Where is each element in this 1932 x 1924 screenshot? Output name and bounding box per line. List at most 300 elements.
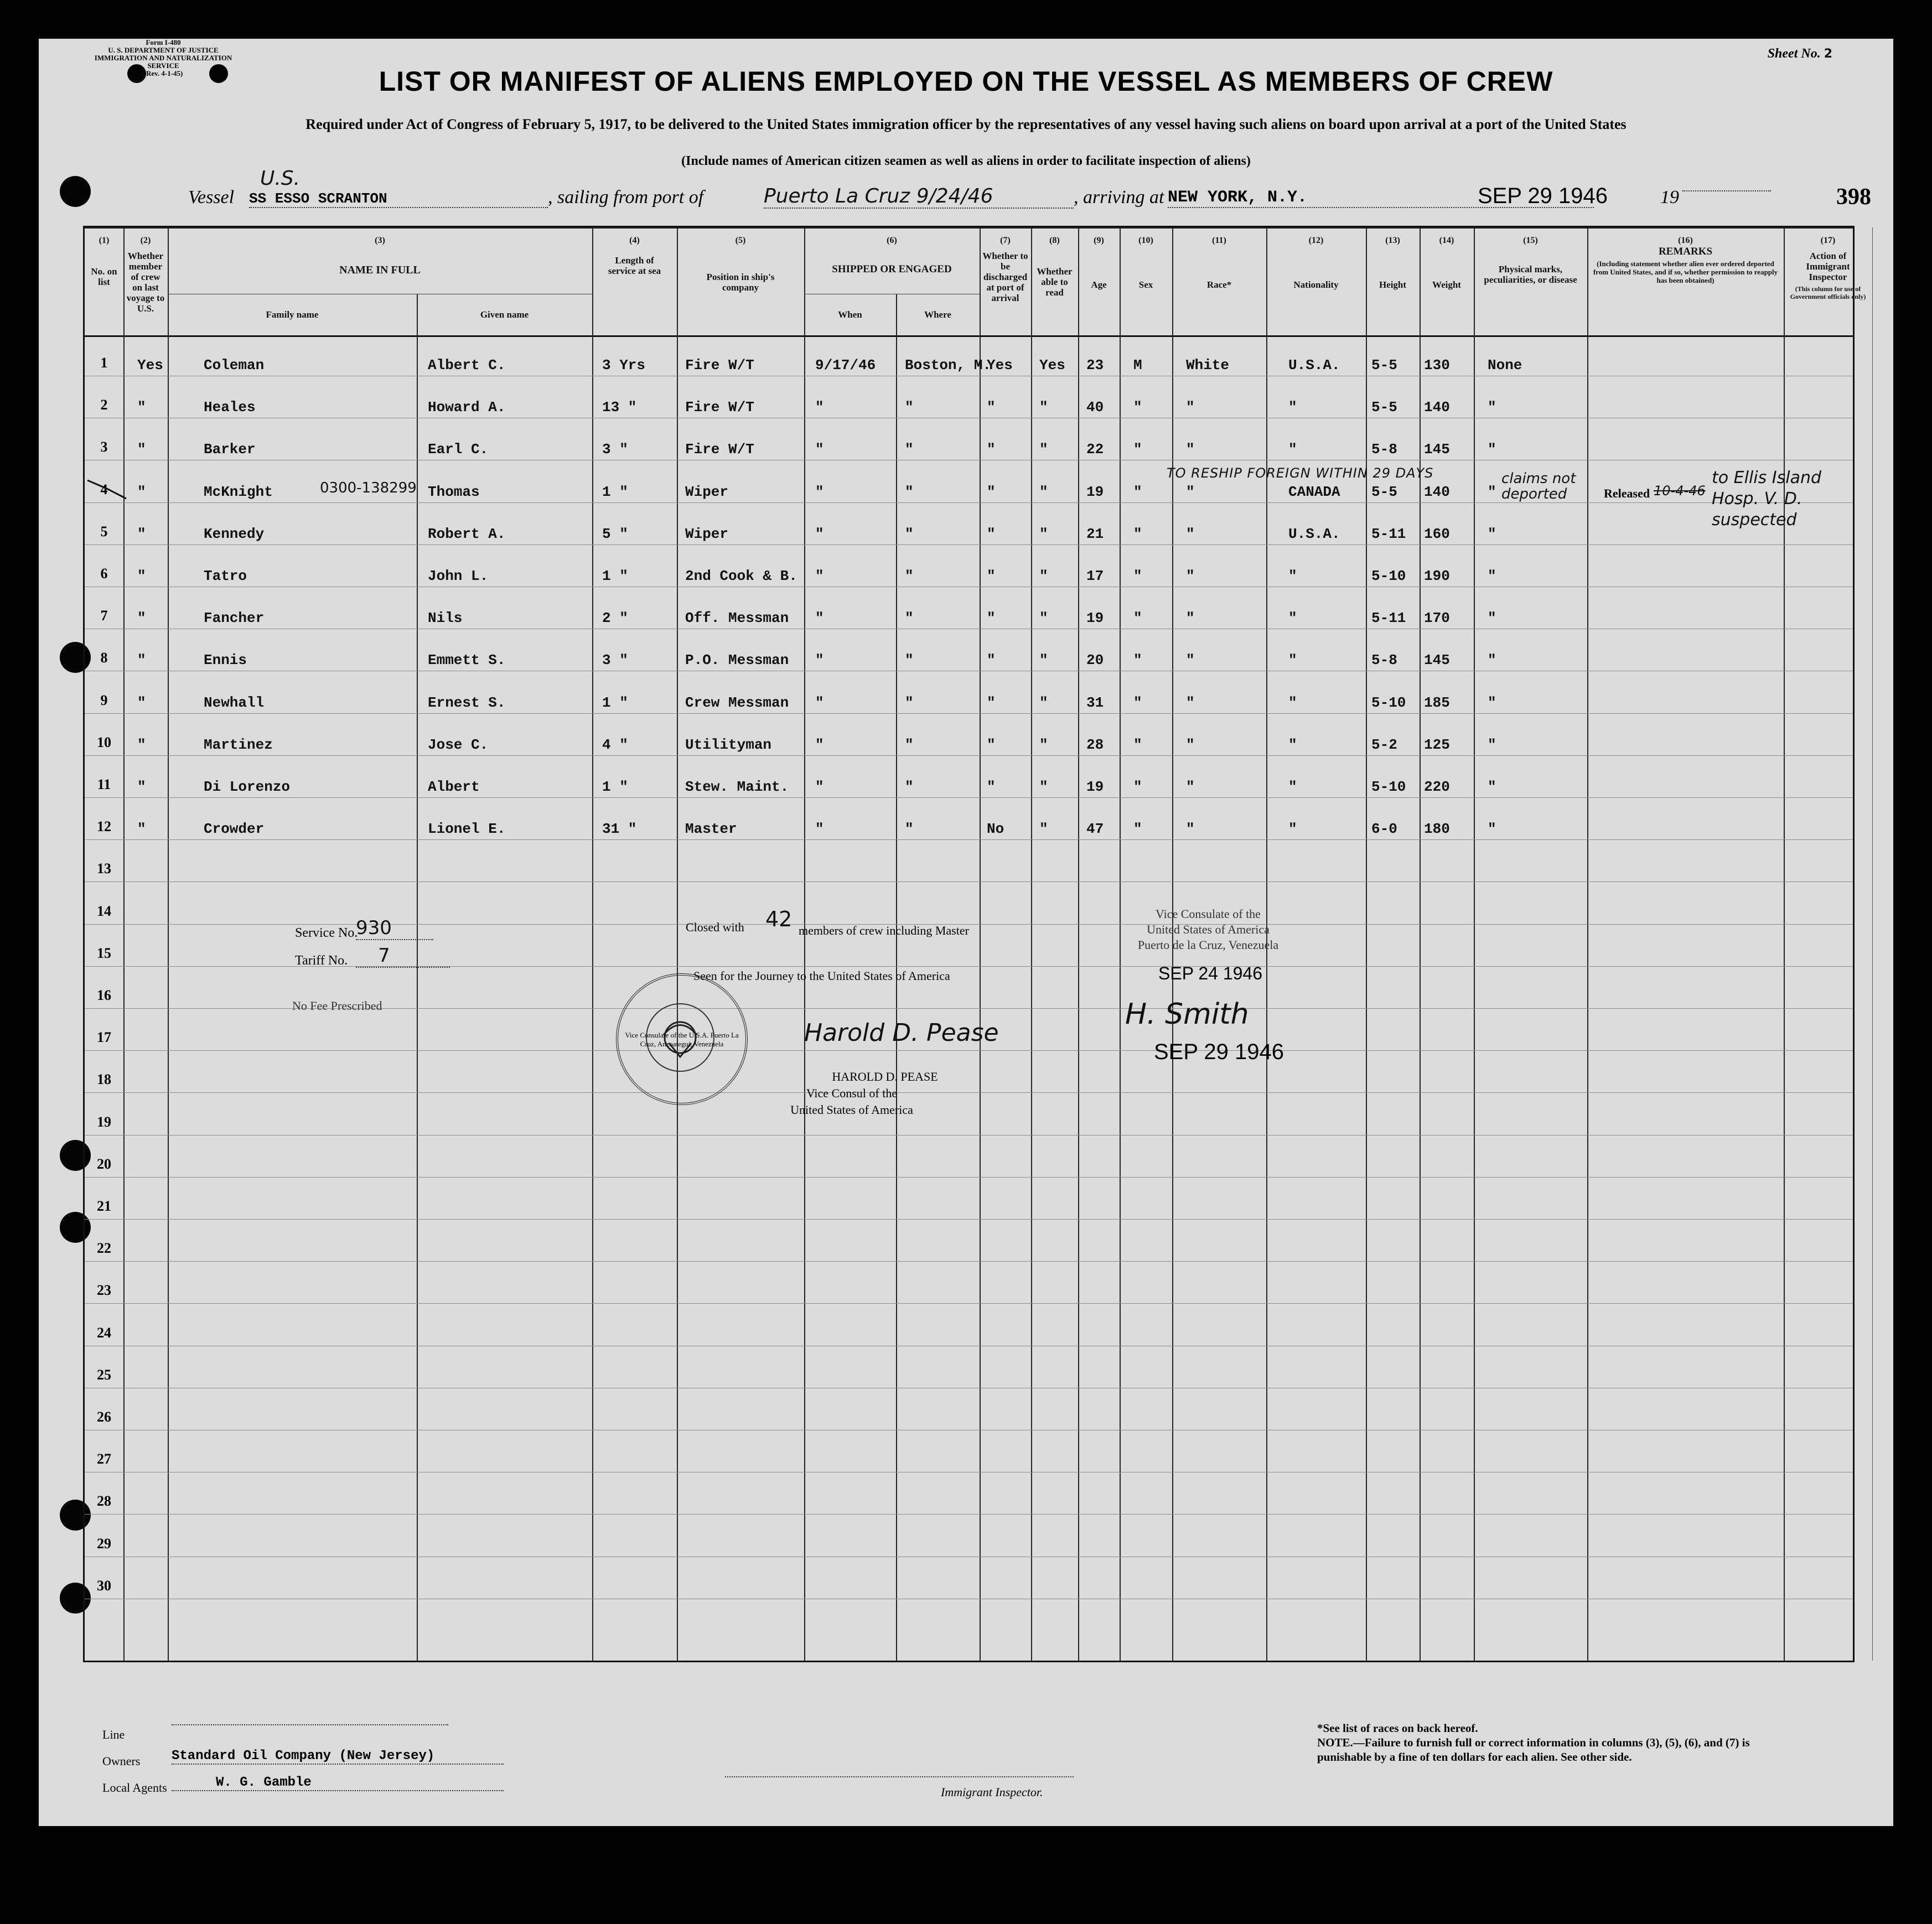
released-label: Released xyxy=(1604,486,1650,500)
physical-marks-cell: " xyxy=(1488,779,1496,795)
line-label: Line xyxy=(102,1728,125,1741)
page-title: LIST OR MANIFEST OF ALIENS EMPLOYED ON THE VESSEL AS MEMBERS OF CREW xyxy=(379,66,1553,97)
no-fee-stamp: No Fee Prescribed xyxy=(292,999,382,1013)
sex-cell: " xyxy=(1133,779,1142,795)
inspector-label: Immigrant Inspector. xyxy=(941,1785,1043,1799)
prev-voyage-cell: " xyxy=(137,483,146,500)
tariff-no-value: 7 xyxy=(356,945,450,968)
family-name-cell: McKnight xyxy=(204,483,273,500)
nationality-cell: " xyxy=(1288,736,1297,753)
race-cell: White xyxy=(1186,357,1230,374)
when-header: When xyxy=(838,309,862,320)
sex-cell: " xyxy=(1133,399,1142,416)
age-cell: 17 xyxy=(1086,568,1104,584)
age-cell: 47 xyxy=(1086,821,1104,838)
discharged-cell: " xyxy=(987,694,996,711)
family-name-cell: Ennis xyxy=(204,652,247,669)
weight-cell: 190 xyxy=(1424,568,1450,584)
able-to-read-cell: " xyxy=(1039,610,1048,627)
race-cell: " xyxy=(1186,525,1195,542)
nationality-cell: " xyxy=(1288,652,1297,669)
col17-subheader: (This column for use of Government officials only) xyxy=(1790,285,1866,300)
row-number: 29 xyxy=(97,1535,111,1552)
height-cell: 5-8 xyxy=(1371,441,1397,458)
vc-stamp-line2: United States of America xyxy=(1147,922,1270,936)
closed-label: Closed with xyxy=(686,920,744,934)
nationality-cell: " xyxy=(1288,399,1297,416)
sex-cell: " xyxy=(1133,525,1142,542)
prev-voyage-cell: " xyxy=(137,821,146,838)
col16-subheader: (Including statement whether alien ever ordered deported from United States, and if so, whether permission to reapply has been obtained) xyxy=(1593,260,1778,284)
seen-line: Seen for the Journey to the United States of America xyxy=(693,969,950,983)
col4-header: Length of service at sea xyxy=(608,255,661,276)
shipped-when-cell: 9/17/46 xyxy=(815,357,876,374)
given-name-cell: Thomas xyxy=(428,483,480,500)
nationality-cell: U.S.A. xyxy=(1288,525,1340,542)
row-rule xyxy=(85,755,1853,756)
nationality-cell: " xyxy=(1288,441,1297,458)
sex-cell: " xyxy=(1133,736,1142,753)
remarks-handwriting: to Ellis Island Hosp. V. D. suspected xyxy=(1712,468,1822,530)
family-name-cell: Barker xyxy=(204,441,256,458)
position-cell: Master xyxy=(685,821,737,838)
weight-cell: 170 xyxy=(1424,610,1450,627)
col4-number: (4) xyxy=(629,236,640,245)
race-cell: " xyxy=(1186,821,1195,838)
arrival-date-stamp: SEP 29 1946 xyxy=(1478,184,1608,208)
row-number: 23 xyxy=(97,1282,111,1299)
arrival-port: NEW YORK, N.Y. xyxy=(1168,188,1594,208)
row-number: 6 xyxy=(100,566,108,582)
include-note: (Include names of American citizen seamen as well as aliens in order to facilitate inspection of aliens) xyxy=(681,154,1251,168)
sex-cell: " xyxy=(1133,610,1142,627)
mcknight-number: 0300-138299 xyxy=(320,480,417,496)
service-length-cell: 4 " xyxy=(602,736,628,753)
col9-header: Age xyxy=(1091,279,1107,290)
given-name-cell: Earl C. xyxy=(428,441,489,458)
physical-marks-cell: " xyxy=(1488,652,1496,669)
able-to-read-cell: Yes xyxy=(1039,357,1065,374)
departure-port: Puerto La Cruz 9/24/46 xyxy=(764,185,1074,209)
prev-voyage-cell: Yes xyxy=(137,357,163,374)
able-to-read-cell: " xyxy=(1039,821,1048,838)
physical-marks-cell: " xyxy=(1488,483,1496,500)
position-cell: Crew Messman xyxy=(685,694,789,711)
inspector-date-stamp: SEP 29 1946 xyxy=(1154,1040,1284,1064)
row-number: 11 xyxy=(97,776,111,792)
service-length-cell: 1 " xyxy=(602,568,628,584)
col1-header: No. on list xyxy=(91,266,117,287)
able-to-read-cell: " xyxy=(1039,525,1048,542)
age-cell: 28 xyxy=(1086,736,1104,753)
row-number: 10 xyxy=(97,734,111,750)
able-to-read-cell: " xyxy=(1039,779,1048,795)
sex-cell: " xyxy=(1133,483,1142,500)
row-number: 12 xyxy=(97,818,111,835)
family-name-cell: Fancher xyxy=(204,610,265,627)
weight-cell: 125 xyxy=(1424,736,1450,753)
closed-rest: members of crew including Master xyxy=(799,924,969,937)
family-name-cell: Kennedy xyxy=(204,525,265,542)
row-number: 25 xyxy=(97,1366,111,1383)
physical-marks-cell: " xyxy=(1488,399,1496,416)
row-number: 16 xyxy=(97,987,111,1003)
service-length-cell: 5 " xyxy=(602,525,628,542)
crew-table xyxy=(83,226,1866,1662)
nationality-cell: " xyxy=(1288,568,1297,584)
inspector-signature: H. Smith xyxy=(1125,998,1249,1031)
height-cell: 5-5 xyxy=(1371,357,1397,374)
family-name-cell: Tatro xyxy=(204,568,247,584)
row-number: 20 xyxy=(97,1155,111,1172)
vc-date-stamp: SEP 24 1946 xyxy=(1158,963,1263,983)
nationality-cell: " xyxy=(1288,821,1297,838)
weight-cell: 185 xyxy=(1424,694,1450,711)
given-name-header: Given name xyxy=(480,309,529,320)
race-cell: " xyxy=(1186,736,1195,753)
position-cell: Utilityman xyxy=(685,736,772,753)
row-number: 14 xyxy=(97,903,111,919)
shipped-where-cell: " xyxy=(905,821,914,838)
owners-label: Owners xyxy=(102,1754,141,1768)
consul-title: Vice Consul of the xyxy=(806,1086,898,1100)
shipped-where-cell: " xyxy=(905,441,914,458)
manifest-sheet xyxy=(39,39,1893,1826)
col15-number: (15) xyxy=(1523,236,1538,245)
row-number: 19 xyxy=(97,1113,111,1130)
race-note: *See list of races on back hereof. xyxy=(1317,1721,1478,1735)
weight-cell: 160 xyxy=(1424,525,1450,542)
service-length-cell: 1 " xyxy=(602,694,628,711)
col9-number: (9) xyxy=(1094,236,1104,245)
row-rule xyxy=(85,966,1853,967)
col12-number: (12) xyxy=(1308,236,1324,245)
physical-marks-cell: " xyxy=(1488,610,1496,627)
able-to-read-cell: " xyxy=(1039,568,1048,584)
given-name-cell: John L. xyxy=(428,568,489,584)
col11-number: (11) xyxy=(1212,236,1226,245)
given-name-cell: Emmett S. xyxy=(428,652,506,669)
weight-cell: 145 xyxy=(1424,441,1450,458)
shipped-where-cell: " xyxy=(905,399,914,416)
closed-count: 42 xyxy=(765,907,793,931)
row-rule xyxy=(85,797,1853,798)
physical-marks-cell: " xyxy=(1488,736,1496,753)
vessel-label: Vessel xyxy=(188,187,235,208)
col3-number: (3) xyxy=(375,236,385,245)
prev-voyage-cell: " xyxy=(137,652,146,669)
position-cell: Fire W/T xyxy=(685,441,754,458)
discharged-cell: No xyxy=(987,821,1004,838)
col13-number: (13) xyxy=(1385,236,1400,245)
row-number: 22 xyxy=(97,1240,111,1257)
row-rule xyxy=(85,881,1853,882)
row-number: 21 xyxy=(97,1198,111,1214)
sex-cell: " xyxy=(1133,821,1142,838)
race-cell: " xyxy=(1186,399,1195,416)
position-cell: Off. Messman xyxy=(685,610,789,627)
consul-country: United States of America xyxy=(790,1103,913,1117)
row-rule xyxy=(85,1514,1853,1515)
age-cell: 31 xyxy=(1086,694,1104,711)
line-value xyxy=(172,1724,448,1725)
col11-header: Race* xyxy=(1206,279,1232,290)
row-number: 26 xyxy=(97,1409,111,1425)
row-number: 4 xyxy=(100,481,108,497)
col14-header: Weight xyxy=(1432,279,1461,290)
col5-header: Position in ship's company xyxy=(706,272,775,293)
col17-number: (17) xyxy=(1820,236,1836,245)
physical-marks-cell: " xyxy=(1488,694,1496,711)
page-number: 398 xyxy=(1836,184,1871,210)
vc-stamp-line3: Puerto de la Cruz, Venezuela xyxy=(1137,938,1279,952)
row-rule xyxy=(85,1219,1853,1220)
position-cell: Wiper xyxy=(685,525,729,542)
sex-cell: " xyxy=(1133,694,1142,711)
row-number: 17 xyxy=(97,1029,111,1046)
penalty-note: NOTE.—Failure to furnish full or correct information in columns (3), (5), (6), and (7) is punishable by a fine of ten dollars for each alien. See other side. xyxy=(1317,1736,1750,1764)
discharged-cell: " xyxy=(987,652,996,669)
physical-marks-cell: " xyxy=(1488,441,1496,458)
given-name-cell: Albert C. xyxy=(428,357,506,374)
discharged-cell: " xyxy=(987,779,996,795)
prev-voyage-cell: " xyxy=(137,399,146,416)
service-length-cell: 1 " xyxy=(602,483,628,500)
col16-number: (16) xyxy=(1678,236,1693,245)
check-mark-icon xyxy=(85,478,129,500)
shipped-when-cell: " xyxy=(815,610,824,627)
row-number: 13 xyxy=(97,860,111,877)
service-no-label: Service No. xyxy=(295,926,358,940)
shipped-when-cell: " xyxy=(815,652,824,669)
col6-header: SHIPPED OR ENGAGED xyxy=(832,263,952,275)
row-number: 24 xyxy=(97,1324,111,1341)
col5-number: (5) xyxy=(735,236,746,245)
race-cell: " xyxy=(1186,694,1195,711)
consul-name: HAROLD D. PEASE xyxy=(832,1070,938,1083)
nationality-cell: CANADA xyxy=(1288,483,1340,500)
given-name-cell: Albert xyxy=(428,779,480,795)
consular-seal xyxy=(616,973,748,1105)
physical-marks-cell: " xyxy=(1488,821,1496,838)
service-length-cell: 2 " xyxy=(602,610,628,627)
col2-header: Whether member of crew on last voyage to U.S. xyxy=(126,251,165,314)
col13-header: Height xyxy=(1379,279,1407,290)
discharged-cell: Yes xyxy=(987,357,1013,374)
sheet-number-label: Sheet No. xyxy=(1767,46,1821,61)
service-length-cell: 1 " xyxy=(602,779,628,795)
height-cell: 5-10 xyxy=(1371,568,1406,584)
given-name-cell: Howard A. xyxy=(428,399,506,416)
year-blank xyxy=(1682,190,1771,191)
agents-value: W. G. Gamble xyxy=(172,1775,504,1791)
height-cell: 5-11 xyxy=(1371,610,1406,627)
nationality-cell: " xyxy=(1288,779,1297,795)
given-name-cell: Jose C. xyxy=(428,736,489,753)
discharged-cell: " xyxy=(987,441,996,458)
col1-number: (1) xyxy=(99,236,110,245)
nationality-cell: U.S.A. xyxy=(1288,357,1340,374)
height-cell: 5-2 xyxy=(1371,736,1397,753)
flag-handwriting: U.S. xyxy=(260,167,301,190)
discharged-cell: " xyxy=(987,568,996,584)
sex-cell: M xyxy=(1133,357,1142,374)
nationality-cell: " xyxy=(1288,694,1297,711)
shipped-when-cell: " xyxy=(815,736,824,753)
tariff-no-label: Tariff No. xyxy=(295,953,348,968)
family-name-header: Family name xyxy=(266,309,319,320)
height-cell: 6-0 xyxy=(1371,821,1397,838)
service-length-cell: 31 " xyxy=(602,821,637,838)
family-name-cell: Di Lorenzo xyxy=(204,779,291,795)
discharged-cell: " xyxy=(987,610,996,627)
service-length-cell: 3 " xyxy=(602,652,628,669)
col12-header: Nationality xyxy=(1293,279,1339,290)
able-to-read-cell: " xyxy=(1039,441,1048,458)
race-cell: " xyxy=(1186,568,1195,584)
physical-marks-cell: None xyxy=(1488,357,1522,374)
row-number: 1 xyxy=(100,355,108,371)
weight-cell: 220 xyxy=(1424,779,1450,795)
service-no-value: 930 xyxy=(356,917,433,940)
col14-number: (14) xyxy=(1439,236,1454,245)
age-cell: 21 xyxy=(1086,525,1104,542)
col2-number: (2) xyxy=(140,236,151,245)
vessel-name: SS ESSO SCRANTON xyxy=(249,190,548,208)
row-number: 30 xyxy=(97,1577,111,1594)
year-prefix: 19 xyxy=(1660,187,1679,208)
col6-number: (6) xyxy=(887,236,897,245)
page-subtitle: Required under Act of Congress of February 5, 1917, to be delivered to the United States immigration officer by the representatives of any vessel having such aliens on board upon arrival at a port of the United States xyxy=(305,116,1627,132)
shipped-when-cell: " xyxy=(815,821,824,838)
shipped-when-cell: " xyxy=(815,525,824,542)
prev-voyage-cell: " xyxy=(137,694,146,711)
position-cell: Fire W/T xyxy=(685,357,754,374)
service-length-cell: 13 " xyxy=(602,399,637,416)
row-rule xyxy=(85,502,1853,503)
shipped-where-cell: " xyxy=(905,568,914,584)
physical-marks-cell: " xyxy=(1488,568,1496,584)
row-number: 7 xyxy=(100,608,108,624)
row-number: 28 xyxy=(97,1493,111,1510)
owners-value: Standard Oil Company (New Jersey) xyxy=(172,1749,504,1765)
height-cell: 5-8 xyxy=(1371,652,1397,669)
prev-voyage-cell: " xyxy=(137,525,146,542)
row-rule xyxy=(85,1303,1853,1304)
weight-cell: 140 xyxy=(1424,399,1450,416)
position-cell: Stew. Maint. xyxy=(685,779,789,795)
age-cell: 23 xyxy=(1086,357,1104,374)
shipped-when-cell: " xyxy=(815,441,824,458)
able-to-read-cell: " xyxy=(1039,652,1048,669)
sheet-number-value: 2 xyxy=(1824,47,1832,61)
weight-cell: 180 xyxy=(1424,821,1450,838)
position-cell: Wiper xyxy=(685,483,729,500)
service-length-cell: 3 Yrs xyxy=(602,357,646,374)
nationality-cell: " xyxy=(1288,610,1297,627)
age-cell: 19 xyxy=(1086,610,1104,627)
col17-header: Action of Immigrant Inspector xyxy=(1806,251,1850,282)
shipped-when-cell: " xyxy=(815,779,824,795)
shipped-where-cell: " xyxy=(905,525,914,542)
weight-cell: 130 xyxy=(1424,357,1450,374)
discharged-cell: " xyxy=(987,525,996,542)
col16-header: REMARKS xyxy=(1658,246,1713,257)
row-rule xyxy=(85,1092,1853,1093)
released-date: 10-4-46 xyxy=(1654,483,1706,499)
shipped-when-cell: " xyxy=(815,568,824,584)
race-cell: " xyxy=(1186,483,1195,500)
given-name-cell: Lionel E. xyxy=(428,821,506,838)
service-name: IMMIGRATION AND NATURALIZATION SERVICE xyxy=(94,54,232,70)
age-cell: 19 xyxy=(1086,483,1104,500)
row-rule xyxy=(85,1050,1853,1051)
row-number: 15 xyxy=(97,945,111,961)
family-name-cell: Martinez xyxy=(204,736,273,753)
height-cell: 5-10 xyxy=(1371,694,1406,711)
able-to-read-cell: " xyxy=(1039,694,1048,711)
able-to-read-cell: " xyxy=(1039,736,1048,753)
col10-header: Sex xyxy=(1138,279,1153,290)
row-number: 18 xyxy=(97,1071,111,1088)
age-cell: 22 xyxy=(1086,441,1104,458)
col8-header: Whether able to read xyxy=(1037,266,1073,298)
consul-signature: Harold D. Pease xyxy=(804,1019,999,1047)
prev-voyage-cell: " xyxy=(137,568,146,584)
row-rule xyxy=(85,713,1853,714)
shipped-where-cell: " xyxy=(905,694,914,711)
shipped-where-cell: Boston, M. xyxy=(905,357,992,374)
department: U. S. DEPARTMENT OF JUSTICE xyxy=(108,46,219,54)
shipped-where-cell: " xyxy=(905,483,914,500)
col3-header: NAME IN FULL xyxy=(339,264,421,276)
col15-header: Physical marks, peculiarities, or disease xyxy=(1484,264,1577,285)
position-cell: Fire W/T xyxy=(685,399,754,416)
race-cell: " xyxy=(1186,610,1195,627)
col7-header: Whether to be discharged at port of arrival xyxy=(982,251,1028,303)
claims-note: claims not deported xyxy=(1501,470,1576,502)
given-name-cell: Nils xyxy=(428,610,463,627)
discharged-cell: " xyxy=(987,736,996,753)
punch-hole xyxy=(60,176,91,207)
shipped-where-cell: " xyxy=(905,652,914,669)
discharged-cell: " xyxy=(987,399,996,416)
shipped-when-cell: " xyxy=(815,483,824,500)
vc-stamp-line1: Vice Consulate of the xyxy=(1156,907,1261,921)
row-number: 5 xyxy=(100,523,108,540)
inspector-signature-line xyxy=(725,1776,1074,1777)
arriving-label: , arriving at xyxy=(1074,187,1164,208)
prev-voyage-cell: " xyxy=(137,610,146,627)
race-cell: " xyxy=(1186,441,1195,458)
sheet-number xyxy=(1768,46,1832,61)
row-number: 27 xyxy=(97,1451,111,1467)
row-rule xyxy=(85,1261,1853,1262)
prev-voyage-cell: " xyxy=(137,779,146,795)
shipped-where-cell: " xyxy=(905,736,914,753)
row-rule xyxy=(85,839,1853,840)
sailing-label: , sailing from port of xyxy=(548,187,704,208)
prev-voyage-cell: " xyxy=(137,441,146,458)
col8-number: (8) xyxy=(1049,236,1060,245)
family-name-cell: Newhall xyxy=(204,694,265,711)
age-cell: 40 xyxy=(1086,399,1104,416)
row-number: 9 xyxy=(100,692,108,708)
shipped-where-cell: " xyxy=(905,610,914,627)
height-cell: 5-5 xyxy=(1371,483,1397,500)
discharged-cell: " xyxy=(987,483,996,500)
position-cell: P.O. Messman xyxy=(685,652,789,669)
